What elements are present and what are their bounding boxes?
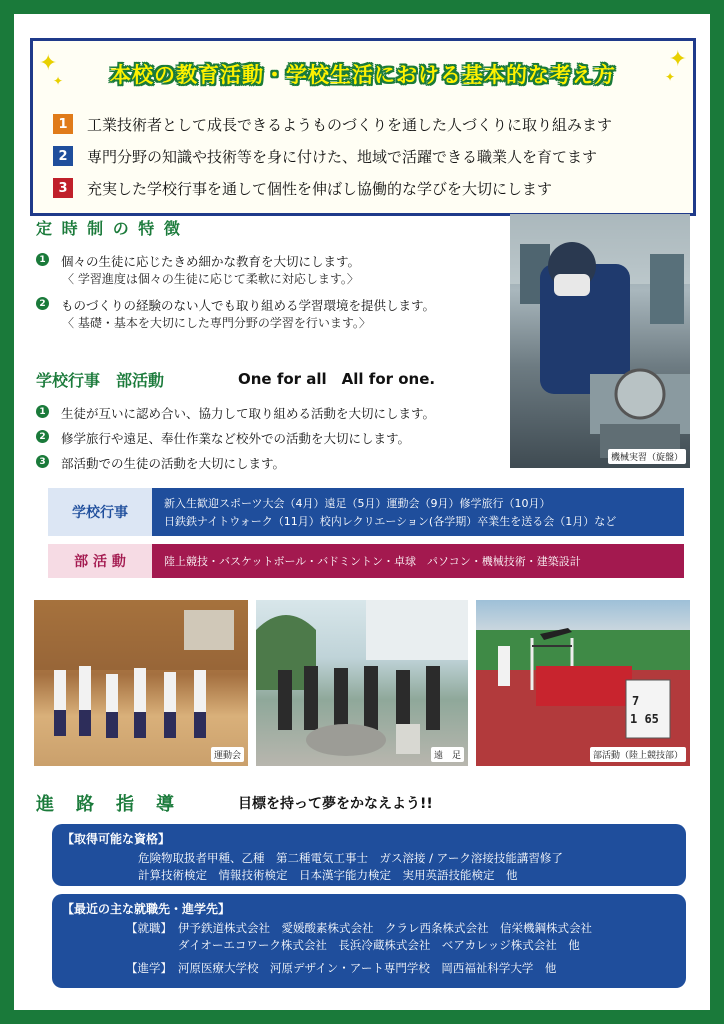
sparkle-icon: ✦ <box>39 51 58 76</box>
event-text: 部活動での生徒の活動を大切にします。 <box>61 456 286 471</box>
clubs-label: 部 活 動 <box>48 544 152 578</box>
photo-caption: 機械実習（旋盤） <box>608 449 686 464</box>
clubs-bar <box>48 544 684 578</box>
features-heading: 定 時 制 の 特 徴 <box>36 219 182 238</box>
destinations-box <box>52 894 686 988</box>
policy-text: 工業技術者として成長できるようものづくりを通した人づくりに取り組みます <box>87 115 613 134</box>
group-illustration <box>256 600 468 766</box>
qualifications-line: 危険物取扱者甲種、乙種 第二種電気工事士 ガス溶接 / アーク溶接技能講習修了 <box>138 851 563 865</box>
feature-text: 個々の生徒に応じたきめ細かな教育を大切にします。 <box>61 254 361 269</box>
qualifications-box <box>52 824 686 886</box>
track-club-photo <box>476 600 690 766</box>
excursion-photo <box>256 600 468 766</box>
school-events-line: 日鉄鉄ナイトウォーク（11月）校内レクリエーション(各学期）卒業生を送る会（1月）など <box>164 515 617 528</box>
basic-policy-box <box>30 38 696 216</box>
photo-caption: 部活動（陸上競技部） <box>590 747 686 762</box>
school-events-body <box>152 488 684 536</box>
number-dot: 1 <box>36 253 49 266</box>
event-item <box>36 429 410 447</box>
career-heading: 進 路 指 導 <box>36 794 176 815</box>
policy-item <box>53 145 597 167</box>
lathe-photo <box>510 214 690 468</box>
number-dot: 1 <box>36 405 49 418</box>
sparkle-icon: ✦ <box>53 74 64 88</box>
basic-policy-title: 本校の教育活動・学校生活における基本的な考え方 <box>110 63 616 87</box>
event-item <box>36 454 285 472</box>
feature-text: ものづくりの経験のない人でも取り組める学習環境を提供します。 <box>61 298 436 313</box>
sports-day-photo <box>34 600 248 766</box>
sparkle-icon: ✦ <box>668 47 687 72</box>
event-text: 修学旅行や遠足、奉仕作業など校外での活動を大切にします。 <box>61 431 411 446</box>
policy-item <box>53 113 612 135</box>
number-badge: 3 <box>53 178 73 198</box>
photo-caption: 遠 足 <box>431 747 464 762</box>
feature-note: 〈 基礎・基本を大切にした専門分野の学習を行います。〉 <box>62 316 371 330</box>
qualifications-line: 計算技術検定 情報技術検定 日本漢字能力検定 実用英語技能検定 他 <box>138 868 518 882</box>
feature-note: 〈 学習進度は個々の生徒に応じて柔軟に対応します。〉 <box>62 272 359 286</box>
photo-caption: 運動会 <box>211 747 244 762</box>
lathe-illustration <box>510 214 690 468</box>
school-events-line: 新入生歓迎スポーツ大会（4月）遠足（5月）運動会（9月）修学旅行（10月） <box>164 497 551 510</box>
gym-illustration <box>34 600 248 766</box>
school-events-label: 学校行事 <box>48 488 152 536</box>
number-dot: 2 <box>36 430 49 443</box>
number-dot: 3 <box>36 455 49 468</box>
destinations-title: 【最近の主な就職先・進学先】 <box>62 902 231 916</box>
number-badge: 2 <box>53 146 73 166</box>
clubs-text: 陸上競技・バスケットボール・バドミントン・卓球 パソコン・機械技術・建築設計 <box>164 555 581 568</box>
school-label: 【進学】 <box>126 961 172 975</box>
school-line: 河原医療大学校 河原デザイン・アート専門学校 岡西福祉科学大学 他 <box>178 961 557 975</box>
score-board-row: 7 <box>632 694 640 708</box>
number-badge: 1 <box>53 114 73 134</box>
score-board-row: 1 65 <box>630 712 659 726</box>
page <box>14 14 710 1010</box>
number-dot: 2 <box>36 297 49 310</box>
career-slogan: 目標を持って夢をかなえよう!! <box>238 796 433 812</box>
job-line: 伊予鉄道株式会社 愛媛酸素株式会社 クラレ西条株式会社 信栄機鋼株式会社 <box>178 921 592 935</box>
policy-text: 専門分野の知識や技術等を身に付けた、地域で活躍できる職業人を育てます <box>87 147 598 166</box>
events-slogan: One for all All for one. <box>238 370 436 388</box>
clubs-body <box>152 544 684 578</box>
feature-item <box>36 296 435 314</box>
school-events-bar <box>48 488 684 536</box>
policy-item <box>53 177 552 199</box>
event-item <box>36 404 435 422</box>
high-jump-illustration <box>476 600 690 766</box>
policy-text: 充実した学校行事を通して個性を伸ばし協働的な学びを大切にします <box>87 179 553 198</box>
qualifications-title: 【取得可能な資格】 <box>62 832 171 846</box>
event-text: 生徒が互いに認め合い、協力して取り組める活動を大切にします。 <box>61 406 436 421</box>
job-line: ダイオーエコワーク株式会社 長浜冷蔵株式会社 ベアカレッジ株式会社 他 <box>178 938 580 952</box>
job-label: 【就職】 <box>126 921 172 935</box>
feature-item <box>36 252 360 270</box>
events-heading: 学校行事 部活動 <box>36 371 165 390</box>
sparkle-icon: ✦ <box>664 70 675 84</box>
